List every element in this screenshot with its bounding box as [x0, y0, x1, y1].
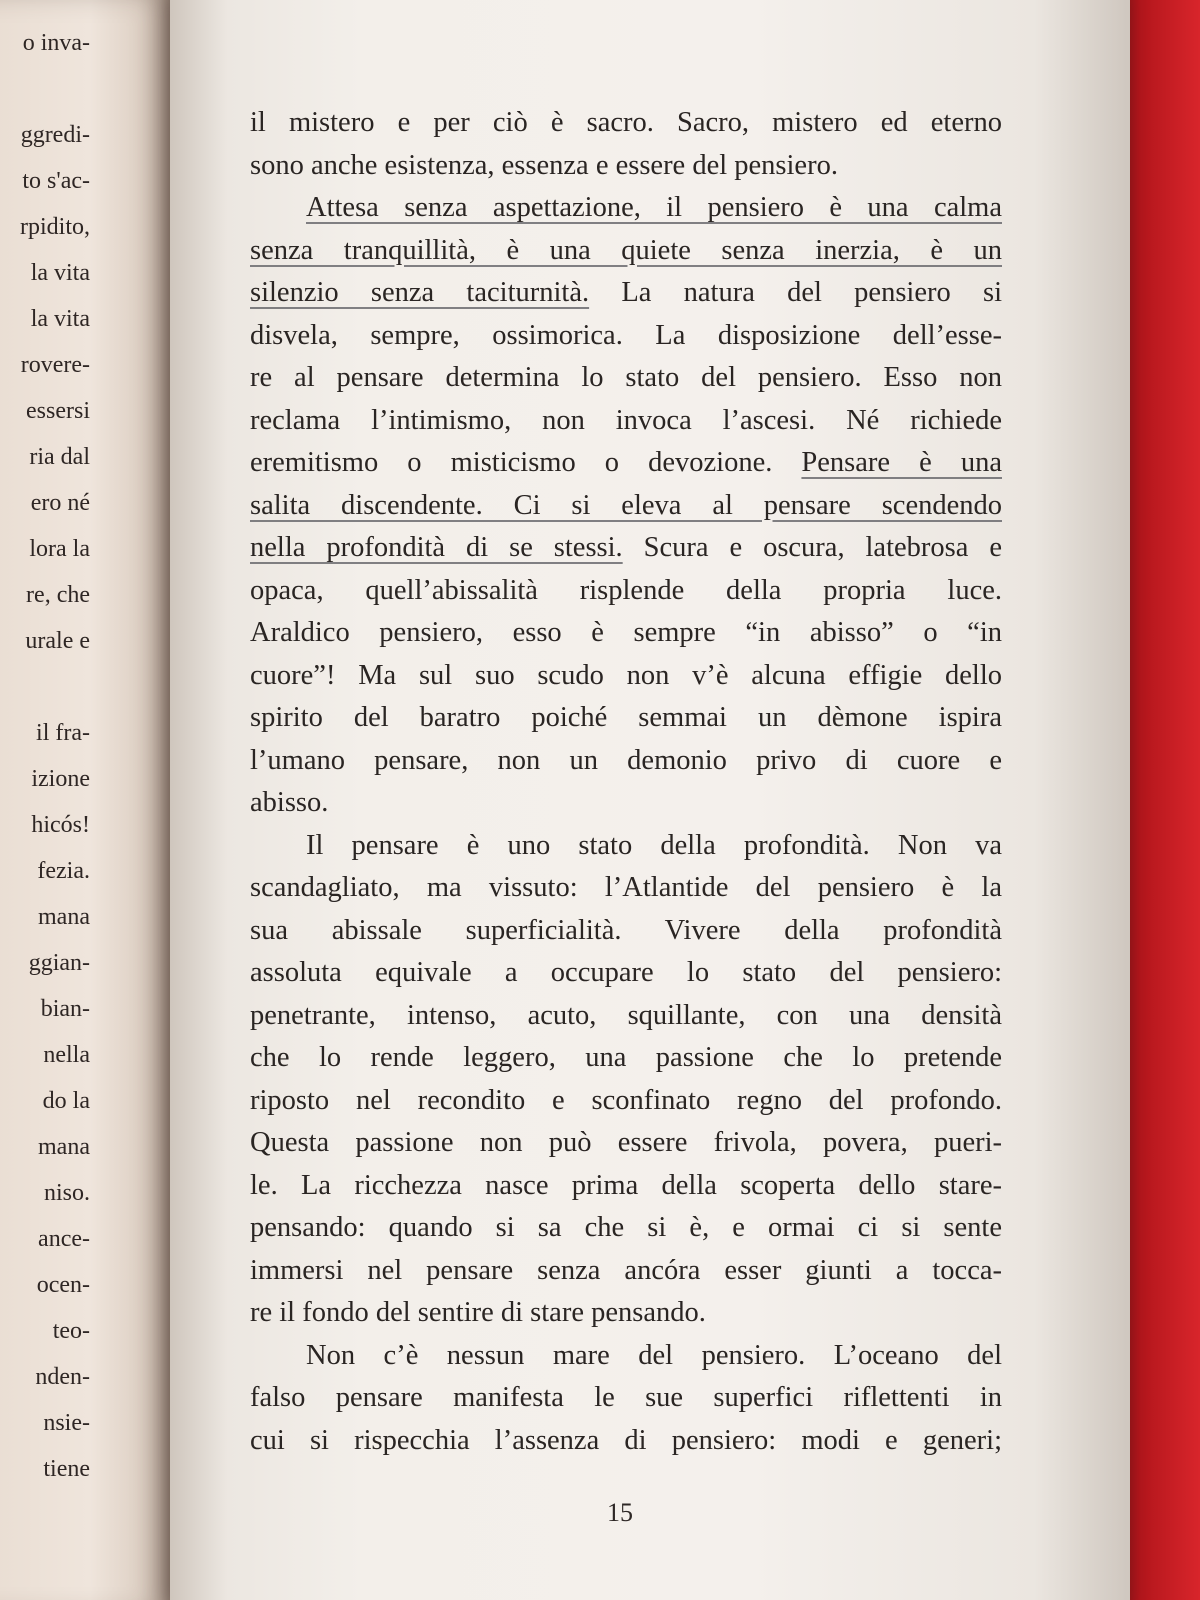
text-line — [250, 442, 1002, 485]
text-line — [250, 485, 1002, 528]
left-page-line: fezia. — [37, 858, 90, 884]
underlined-passage: silenzio senza taciturnità. — [250, 277, 590, 308]
left-page-line: bian- — [40, 996, 90, 1022]
left-page-line: nden- — [35, 1364, 90, 1390]
text-line: cuore”! Ma sul suo scudo non v’è alcuna effigie dello — [250, 659, 1002, 691]
underlined-passage: nella profondità di se stessi. — [250, 532, 623, 563]
left-page-line: essersi — [26, 398, 90, 424]
left-page-line — [0, 664, 90, 710]
left-page-line: to s'ac- — [22, 168, 90, 194]
left-page-line: rovere- — [20, 352, 90, 378]
left-page-line: mana — [38, 904, 90, 930]
left-page-line: lora la — [29, 536, 90, 562]
text-line: Questa passione non può essere frivola, povera, pueri- — [250, 1127, 1002, 1158]
left-page-line: ggredi- — [20, 122, 90, 148]
underlined-passage: senza tranquillità, è una quiete senza inerzia, è un — [250, 234, 1002, 266]
text-line: falso pensare manifesta le sue superfici riflettenti in — [250, 1382, 1002, 1413]
text-line: Araldico pensiero, esso è sempre “in abisso” o “in — [250, 617, 1002, 648]
text-line: disvela, sempre, ossimorica. La disposizione dell’esse- — [250, 319, 1002, 351]
underlined-passage: Attesa senza aspettazione, il pensiero è una calma — [306, 192, 1002, 223]
left-page-line: rpidito, — [20, 214, 90, 240]
left-page-line: tiene — [43, 1456, 90, 1482]
text-line: scandagliato, ma vissuto: l’Atlantide del pensiero è la — [250, 872, 1002, 903]
text-line — [250, 272, 1002, 315]
left-page-line: urale e — [25, 628, 90, 654]
left-page-line: il fra- — [36, 720, 90, 746]
text-fragment: eremitismo o misticismo o devozione. — [250, 447, 802, 478]
left-page-line: ria dal — [29, 444, 90, 470]
left-page-line: la vita — [30, 260, 90, 286]
left-page-text — [0, 20, 90, 1492]
text-line: sua abissale superficialità. Vivere della profondità — [250, 914, 1002, 946]
text-line: le. La ricchezza nasce prima della scoperta dello stare- — [250, 1169, 1002, 1201]
left-page-line: teo- — [52, 1318, 90, 1344]
left-page-line: hicós! — [31, 812, 90, 838]
text-line: Non c’è nessun mare del pensiero. L’oceano del — [306, 1339, 1002, 1371]
left-page-line: nella — [43, 1042, 90, 1068]
left-page-line: ero né — [30, 490, 90, 516]
right-page — [170, 0, 1130, 1600]
page-number: 15 — [607, 1498, 633, 1527]
text-line: penetrante, intenso, acuto, squillante, con una densità — [250, 999, 1002, 1031]
left-page — [0, 0, 180, 1600]
text-line — [250, 527, 1002, 570]
text-line: cui si rispecchia l’assenza di pensiero: modi e generi; — [250, 1424, 1002, 1456]
text-line: spirito del baratro poiché semmai un dèmone ispira — [250, 702, 1002, 733]
text-line: assoluta equivale a occupare lo stato del pensiero: — [250, 957, 1002, 988]
underlined-passage: salita discendente. Ci si eleva al pensare scendendo — [250, 489, 1002, 521]
text-line: pensando: quando si sa che si è, e ormai ci si sente — [250, 1212, 1002, 1243]
text-fragment: La natura del pensiero si — [589, 277, 1002, 308]
text-line: immersi nel pensare senza ancóra esser giunti a tocca- — [250, 1254, 1002, 1286]
text-line: l’umano pensare, non un demonio privo di cuore e — [250, 744, 1002, 776]
text-line: riposto nel recondito e sconfinato regno del profondo. — [250, 1084, 1002, 1116]
text-line: opaca, quell’abissalità risplende della propria luce. — [250, 574, 1002, 606]
text-line — [250, 230, 1002, 273]
text-fragment: Scura e oscura, latebrosa e — [622, 532, 1002, 563]
left-page-line: la vita — [30, 306, 90, 332]
underlined-passage: Pensare è una — [801, 447, 1002, 478]
text-line: che lo rende leggero, una passione che lo pretende — [250, 1042, 1002, 1073]
left-page-line: do la — [42, 1088, 90, 1114]
text-line: Il pensare è uno stato della profondità. Non va — [306, 829, 1002, 861]
left-page-line: mana — [38, 1134, 90, 1160]
text-line: sono anche esistenza, essenza e essere del pensiero. — [250, 149, 838, 181]
text-line: il mistero e per ciò è sacro. Sacro, mistero ed eterno — [250, 107, 1002, 138]
text-line: reclama l’intimismo, non invoca l’ascesi. Né richiede — [250, 404, 1002, 436]
text-line: re il fondo del sentire di stare pensando. — [250, 1297, 706, 1328]
left-page-line: o inva- — [22, 30, 90, 56]
left-page-line: re, che — [26, 582, 90, 608]
left-page-line: ggian- — [28, 950, 90, 976]
left-page-line — [0, 66, 90, 112]
body-text — [250, 102, 1002, 1462]
left-page-line: niso. — [43, 1180, 90, 1206]
left-page-line: nsie- — [43, 1410, 90, 1436]
text-line: abisso. — [250, 787, 329, 818]
left-page-line: ocen- — [36, 1272, 90, 1298]
text-line — [250, 187, 1002, 230]
text-line: re al pensare determina lo stato del pensiero. Esso non — [250, 362, 1002, 393]
left-page-line: ance- — [38, 1226, 90, 1252]
left-page-line: izione — [31, 766, 90, 792]
